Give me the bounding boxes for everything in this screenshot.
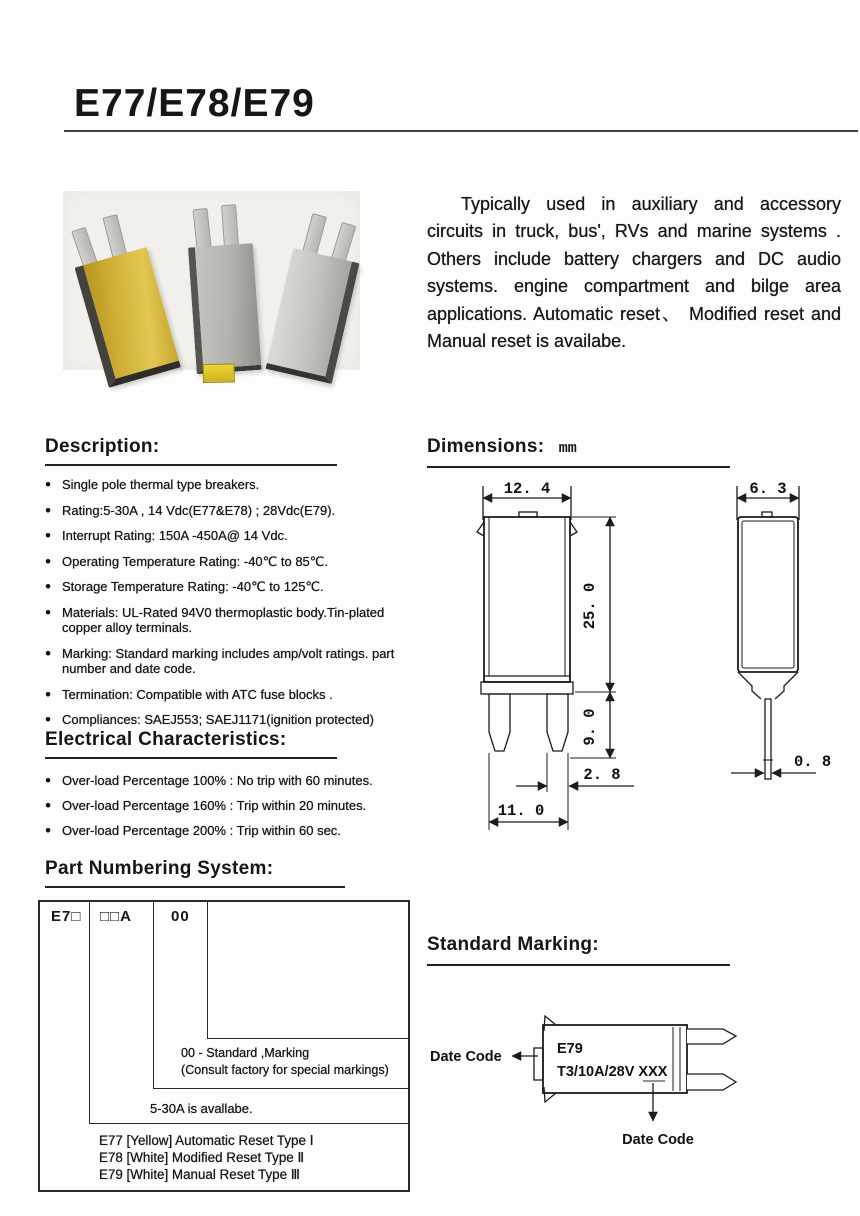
breaker-body	[265, 248, 359, 384]
part-code-suffix: 00	[171, 908, 190, 925]
date-code-label-left: Date Code	[430, 1049, 502, 1065]
terminal-icon	[221, 204, 239, 249]
dimensions-heading: Dimensions: mm	[427, 436, 577, 457]
breaker-body	[74, 247, 181, 388]
electrical-rule	[45, 757, 337, 759]
electrical-list	[45, 773, 437, 848]
bullet-icon: ●	[45, 825, 52, 836]
breaker-silver	[262, 210, 376, 384]
breaker-silver-button	[183, 203, 271, 378]
type-note-e79: E79 [White] Manual Reset Type Ⅲ	[99, 1167, 301, 1182]
marking-note-line1: 00 - Standard ,Marking	[181, 1046, 310, 1060]
type-note-e77: E77 [Yellow] Automatic Reset Type Ⅰ	[99, 1133, 314, 1148]
breaker-body	[188, 243, 262, 374]
list-item: ● Operating Temperature Rating: -40℃ to 85℃.	[45, 553, 328, 569]
amp-note: 5-30A is avallabe.	[150, 1101, 253, 1116]
bullet-icon: ●	[45, 647, 52, 659]
dim-body-width: 12. 4	[503, 480, 551, 498]
bullet-icon: ●	[45, 530, 52, 541]
list-item: ● Over-load Percentage 160% : Trip within 20 minutes.	[45, 798, 367, 813]
dimensions-rule	[427, 466, 730, 468]
list-item: ● Termination: Compatible with ATC fuse blocks .	[45, 686, 333, 702]
description-heading: Description:	[45, 436, 160, 457]
standard-marking-rule	[427, 964, 730, 966]
reset-button	[203, 363, 235, 383]
list-item: ● Over-load Percentage 200% : Trip within 60 sec.	[45, 823, 341, 838]
bullet-icon: ●	[45, 504, 52, 516]
product-photo	[63, 191, 360, 370]
date-code-label-bottom: Date Code	[622, 1132, 694, 1148]
standard-marking-drawing	[420, 1000, 860, 1165]
bullet-icon: ●	[45, 606, 52, 618]
bullet-icon: ●	[45, 555, 52, 567]
breaker-yellow	[64, 211, 185, 387]
dim-terminal-thickness: 0. 8	[794, 753, 832, 771]
page-title: E77/E78/E79	[74, 82, 315, 125]
part-numbering-rule	[45, 886, 345, 888]
list-item: ● Single pole thermal type breakers.	[45, 477, 260, 492]
dim-body-height: 25. 0	[581, 582, 599, 630]
list-item: ● Marking: Standard marking includes amp/volt ratings. part number and date code.	[45, 645, 395, 676]
part-code-prefix: E7□	[51, 908, 82, 925]
bullet-icon: ●	[45, 775, 52, 786]
dim-body-depth: 6. 3	[749, 480, 787, 498]
part-numbering-heading: Part Numbering System:	[45, 858, 274, 879]
bullet-icon: ●	[45, 479, 52, 490]
list-item: ● Over-load Percentage 100% : No trip with 60 minutes.	[45, 773, 373, 788]
dim-terminal-length: 9. 0	[581, 708, 599, 746]
description-rule	[45, 464, 337, 466]
dimension-drawing	[420, 470, 860, 848]
part-code-amps: □□A	[100, 908, 132, 925]
dim-terminal-width: 2. 8	[583, 766, 621, 784]
list-item: ● Storage Temperature Rating: -40℃ to 125℃.	[45, 579, 324, 594]
title-rule	[64, 130, 858, 132]
list-item: ● Compliances: SAEJ553; SAEJ1171(ignition protected)	[45, 712, 374, 727]
dim-terminal-span: 11. 0	[497, 802, 545, 820]
bullet-icon: ●	[45, 688, 52, 700]
description-list	[45, 477, 427, 738]
list-item: ● Rating:5-30A , 14 Vdc(E77&E78) ; 28Vdc(E79).	[45, 502, 336, 518]
bullet-icon: ●	[45, 581, 52, 592]
electrical-heading: Electrical Characteristics:	[45, 729, 287, 750]
dimensions-unit: mm	[558, 440, 577, 457]
standard-marking-heading: Standard Marking:	[427, 934, 599, 955]
bullet-icon: ●	[45, 800, 52, 811]
list-item: ● Materials: UL-Rated 94V0 thermoplastic body.Tin-plated copper alloy terminals.	[45, 604, 385, 635]
marking-note-line2: (Consult factory for special markings)	[181, 1063, 389, 1077]
bullet-icon: ●	[45, 714, 52, 725]
marking-model: E79	[557, 1041, 583, 1057]
intro-paragraph: Typically used in auxiliary and accessory circuits in truck, bus', RVs and marine systems . Others include battery chargers and DC audio systems. engine compartment and bilge area applications. Automatic reset、 Modified reset and Manual reset is availabe.	[427, 194, 841, 352]
type-note-e78: E78 [White] Modified Reset Type Ⅱ	[99, 1150, 305, 1165]
marking-rating: T3/10A/28V XXX	[557, 1064, 668, 1080]
list-item: ● Interrupt Rating: 150A -450A@ 14 Vdc.	[45, 528, 288, 543]
